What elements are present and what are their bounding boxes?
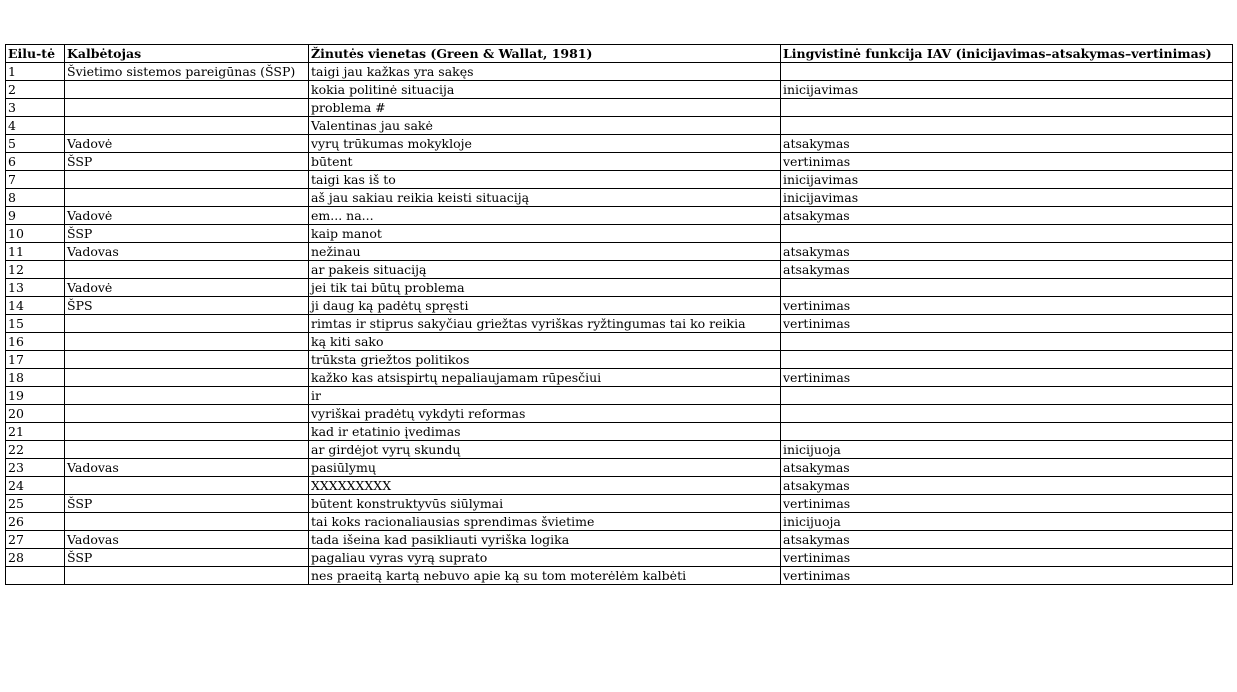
cell-message: ir <box>309 387 781 405</box>
cell-line: 4 <box>6 117 65 135</box>
transcript-table <box>5 44 1233 585</box>
cell-speaker <box>65 333 309 351</box>
cell-speaker: Vadovė <box>65 135 309 153</box>
cell-function: atsakymas <box>781 477 1233 495</box>
cell-function <box>781 99 1233 117</box>
cell-function <box>781 63 1233 81</box>
cell-message: Valentinas jau sakė <box>309 117 781 135</box>
table-row <box>6 135 1233 153</box>
table-row <box>6 171 1233 189</box>
table-row <box>6 441 1233 459</box>
cell-line: 6 <box>6 153 65 171</box>
header-speaker: Kalbėtojas <box>65 45 309 63</box>
cell-function: vertinimas <box>781 315 1233 333</box>
cell-message: tada išeina kad pasikliauti vyriška logika <box>309 531 781 549</box>
cell-message: pasiūlymų <box>309 459 781 477</box>
cell-line: 10 <box>6 225 65 243</box>
cell-message: aš jau sakiau reikia keisti situaciją <box>309 189 781 207</box>
cell-message: taigi jau kažkas yra sakęs <box>309 63 781 81</box>
table-row <box>6 567 1233 585</box>
cell-speaker <box>65 369 309 387</box>
cell-function: atsakymas <box>781 261 1233 279</box>
cell-speaker <box>65 405 309 423</box>
cell-message: em... na... <box>309 207 781 225</box>
table-row <box>6 81 1233 99</box>
cell-line: 27 <box>6 531 65 549</box>
table-row <box>6 351 1233 369</box>
cell-line <box>6 567 65 585</box>
cell-message: ką kiti sako <box>309 333 781 351</box>
cell-message: ji daug ką padėtų spręsti <box>309 297 781 315</box>
cell-message: taigi kas iš to <box>309 171 781 189</box>
cell-function: atsakymas <box>781 135 1233 153</box>
cell-message: būtent konstruktyvūs siūlymai <box>309 495 781 513</box>
table-row <box>6 153 1233 171</box>
cell-function: inicijuoja <box>781 441 1233 459</box>
cell-line: 20 <box>6 405 65 423</box>
table-row <box>6 405 1233 423</box>
cell-function: atsakymas <box>781 243 1233 261</box>
cell-line: 8 <box>6 189 65 207</box>
cell-function: inicijuoja <box>781 513 1233 531</box>
table-row <box>6 225 1233 243</box>
cell-speaker <box>65 189 309 207</box>
cell-speaker <box>65 387 309 405</box>
cell-line: 23 <box>6 459 65 477</box>
table-row <box>6 207 1233 225</box>
cell-function: atsakymas <box>781 531 1233 549</box>
cell-speaker <box>65 99 309 117</box>
cell-message: XXXXXXXXX <box>309 477 781 495</box>
table-row <box>6 513 1233 531</box>
cell-line: 9 <box>6 207 65 225</box>
cell-function <box>781 279 1233 297</box>
table-row <box>6 369 1233 387</box>
cell-line: 7 <box>6 171 65 189</box>
cell-function <box>781 351 1233 369</box>
cell-speaker: Vadovė <box>65 207 309 225</box>
cell-line: 1 <box>6 63 65 81</box>
cell-speaker <box>65 423 309 441</box>
table-row <box>6 549 1233 567</box>
cell-message: nes praeitą kartą nebuvo apie ką su tom moterėlėm kalbėti <box>309 567 781 585</box>
cell-function <box>781 423 1233 441</box>
cell-line: 19 <box>6 387 65 405</box>
cell-speaker: ŠSP <box>65 153 309 171</box>
cell-line: 28 <box>6 549 65 567</box>
cell-message: ar girdėjot vyrų skundų <box>309 441 781 459</box>
cell-function: vertinimas <box>781 297 1233 315</box>
table-row <box>6 279 1233 297</box>
cell-message: kaip manot <box>309 225 781 243</box>
table-row <box>6 333 1233 351</box>
table-row <box>6 495 1233 513</box>
cell-speaker: Vadovas <box>65 243 309 261</box>
cell-speaker <box>65 171 309 189</box>
cell-function: inicijavimas <box>781 81 1233 99</box>
cell-line: 18 <box>6 369 65 387</box>
transcript-table-container <box>5 44 1232 585</box>
cell-speaker: Švietimo sistemos pareigūnas (ŠSP) <box>65 63 309 81</box>
cell-function: vertinimas <box>781 549 1233 567</box>
table-header-row <box>6 45 1233 63</box>
cell-speaker <box>65 117 309 135</box>
cell-function: inicijavimas <box>781 189 1233 207</box>
cell-message: ar pakeis situaciją <box>309 261 781 279</box>
cell-message: trūksta griežtos politikos <box>309 351 781 369</box>
cell-speaker <box>65 81 309 99</box>
cell-speaker <box>65 315 309 333</box>
cell-line: 5 <box>6 135 65 153</box>
table-row <box>6 531 1233 549</box>
table-row <box>6 315 1233 333</box>
cell-speaker <box>65 441 309 459</box>
cell-line: 17 <box>6 351 65 369</box>
cell-line: 21 <box>6 423 65 441</box>
cell-message: pagaliau vyras vyrą suprato <box>309 549 781 567</box>
cell-line: 16 <box>6 333 65 351</box>
cell-message: būtent <box>309 153 781 171</box>
header-function: Lingvistinė funkcija IAV (inicijavimas–atsakymas–vertinimas) <box>781 45 1233 63</box>
table-row <box>6 423 1233 441</box>
cell-line: 22 <box>6 441 65 459</box>
table-row <box>6 189 1233 207</box>
cell-message: jei tik tai būtų problema <box>309 279 781 297</box>
table-row <box>6 99 1233 117</box>
cell-function: vertinimas <box>781 369 1233 387</box>
cell-function: vertinimas <box>781 495 1233 513</box>
table-row <box>6 387 1233 405</box>
cell-function <box>781 333 1233 351</box>
cell-function <box>781 405 1233 423</box>
cell-line: 3 <box>6 99 65 117</box>
table-row <box>6 63 1233 81</box>
cell-function: inicijavimas <box>781 171 1233 189</box>
cell-speaker <box>65 567 309 585</box>
table-row <box>6 243 1233 261</box>
cell-message: nežinau <box>309 243 781 261</box>
table-row <box>6 477 1233 495</box>
cell-speaker: ŠPS <box>65 297 309 315</box>
cell-message: problema # <box>309 99 781 117</box>
cell-message: kažko kas atsispirtų nepaliaujamam rūpesčiui <box>309 369 781 387</box>
table-body <box>6 63 1233 585</box>
cell-line: 12 <box>6 261 65 279</box>
cell-message: vyrų trūkumas mokykloje <box>309 135 781 153</box>
cell-line: 13 <box>6 279 65 297</box>
cell-line: 24 <box>6 477 65 495</box>
cell-message: kad ir etatinio įvedimas <box>309 423 781 441</box>
cell-line: 14 <box>6 297 65 315</box>
cell-speaker: Vadovas <box>65 531 309 549</box>
cell-speaker: ŠSP <box>65 225 309 243</box>
cell-speaker <box>65 477 309 495</box>
cell-function <box>781 225 1233 243</box>
cell-function <box>781 387 1233 405</box>
cell-message: vyriškai pradėtų vykdyti reformas <box>309 405 781 423</box>
cell-function <box>781 117 1233 135</box>
cell-line: 26 <box>6 513 65 531</box>
header-line: Eilu-tė <box>6 45 65 63</box>
table-row <box>6 117 1233 135</box>
cell-function: atsakymas <box>781 207 1233 225</box>
cell-speaker <box>65 351 309 369</box>
table-row <box>6 261 1233 279</box>
cell-speaker: Vadovė <box>65 279 309 297</box>
cell-speaker <box>65 261 309 279</box>
cell-message: tai koks racionaliausias sprendimas švietime <box>309 513 781 531</box>
header-message: Žinutės vienetas (Green & Wallat, 1981) <box>309 45 781 63</box>
cell-line: 25 <box>6 495 65 513</box>
cell-speaker: Vadovas <box>65 459 309 477</box>
cell-line: 2 <box>6 81 65 99</box>
cell-function: vertinimas <box>781 153 1233 171</box>
cell-speaker: ŠSP <box>65 495 309 513</box>
table-row <box>6 297 1233 315</box>
cell-function: atsakymas <box>781 459 1233 477</box>
cell-message: kokia politinė situacija <box>309 81 781 99</box>
cell-line: 11 <box>6 243 65 261</box>
table-row <box>6 459 1233 477</box>
cell-line: 15 <box>6 315 65 333</box>
cell-message: rimtas ir stiprus sakyčiau griežtas vyriškas ryžtingumas tai ko reikia <box>309 315 781 333</box>
cell-speaker: ŠSP <box>65 549 309 567</box>
cell-function: vertinimas <box>781 567 1233 585</box>
cell-speaker <box>65 513 309 531</box>
